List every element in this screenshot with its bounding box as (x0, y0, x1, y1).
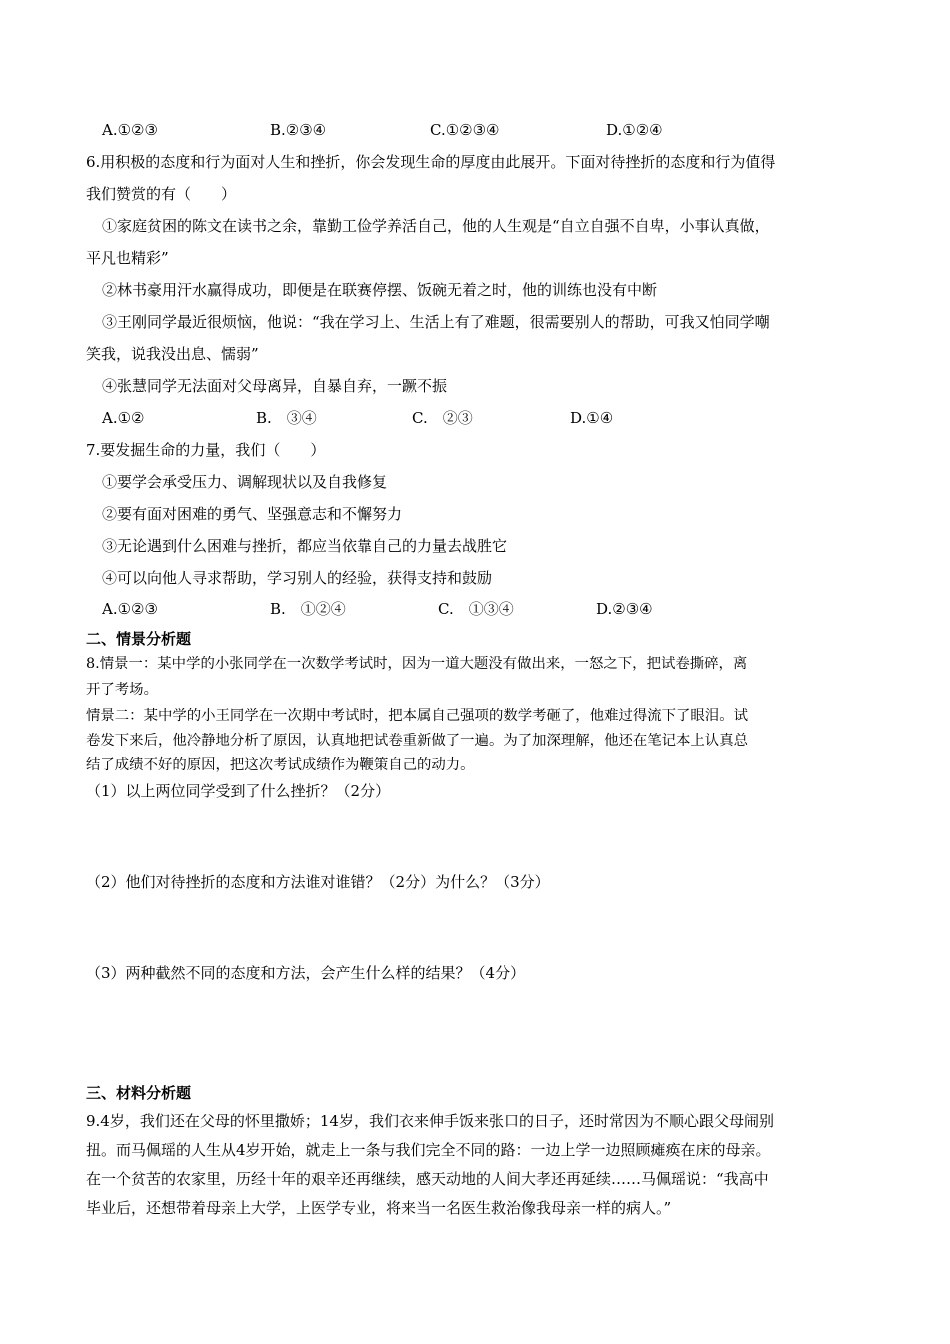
q6-item1-line1: ①家庭贫困的陈文在读书之余，靠勤工俭学养活自己，他的人生观是“自立自强不自卑，小事认真做， (102, 217, 770, 235)
q8-scene1-line2: 开了考场。 (86, 682, 158, 698)
q7-item2: ②要有面对困难的勇气、坚强意志和不懈努力 (102, 505, 403, 523)
q5-option-d: D.①②④ (606, 121, 663, 139)
q8-sub2: （2）他们对待挫折的态度和方法谁对谁错？（2分）为什么？（3分） (86, 873, 550, 891)
q7-item4: ④可以向他人寻求帮助，学习别人的经验，获得支持和鼓励 (102, 569, 493, 587)
q6-option-c: C. ②③ (412, 409, 473, 427)
q8-scene2-line3: 结了成绩不好的原因，把这次考试成绩作为鞭策自己的动力。 (86, 757, 475, 773)
q6-stem-line2: 我们赞赏的有（ ） (86, 185, 237, 203)
q6-item4: ④张慧同学无法面对父母离异，自暴自弃，一蹶不振 (102, 377, 448, 395)
section2-title: 二、情景分析题 (86, 630, 192, 648)
q9-line4: 毕业后，还想带着母亲上大学，上医学专业，将来当一名医生救治像我母亲一样的病人。” (86, 1199, 672, 1217)
q6-option-d: D.①④ (570, 409, 614, 427)
q6-item3-line2: 笑我，说我没出息、懦弱” (86, 345, 259, 363)
q7-option-c: C. ①③④ (438, 600, 514, 618)
q7-item3: ③无论遇到什么困难与挫折，都应当依靠自己的力量去战胜它 (102, 537, 508, 555)
q5-option-c: C.①②③④ (430, 121, 500, 139)
q8-sub1: （1）以上两位同学受到了什么挫折？（2分） (86, 782, 391, 800)
q6-item3-line1: ③王刚同学最近很烦恼，他说：“我在学习上、生活上有了难题，很需要别人的帮助，可我又怕同学嘲 (102, 313, 770, 331)
q6-item1-line2: 平凡也精彩” (86, 249, 169, 267)
q8-scene2-line2: 卷发下来后，他冷静地分析了原因，认真地把试卷重新做了一遍。为了加深理解，他还在笔记本上认真总 (86, 733, 748, 749)
q5-option-a: A.①②③ (102, 121, 158, 139)
q8-scene1-line1: 8.情景一：某中学的小张同学在一次数学考试时，因为一道大题没有做出来，一怒之下，把试卷撕碎，离 (86, 656, 748, 672)
q9-line1: 9.4岁，我们还在父母的怀里撒娇；14岁，我们衣来伸手饭来张口的日子，还时常因为不顺心跟父母闹别 (86, 1112, 774, 1130)
q7-option-a: A.①②③ (102, 600, 158, 618)
q7-stem: 7.要发掘生命的力量，我们（ ） (86, 441, 326, 459)
q6-option-b: B. ③④ (256, 409, 317, 427)
q6-option-a: A.①② (102, 409, 145, 427)
q9-line3: 在一个贫苦的农家里，历经十年的艰辛还再继续，感天动地的人间大孝还再延续……马佩瑶说：“我高中 (86, 1170, 769, 1188)
q9-line2: 扭。而马佩瑶的人生从4岁开始，就走上一条与我们完全不同的路：一边上学一边照顾瘫痪在床的母亲。 (86, 1141, 771, 1159)
q6-stem-line1: 6.用积极的态度和行为面对人生和挫折，你会发现生命的厚度由此展开。下面对待挫折的态度和行为值得 (86, 153, 776, 171)
section3-title: 三、材料分析题 (86, 1084, 192, 1102)
q6-item2: ②林书豪用汗水赢得成功，即便是在联赛停摆、饭碗无着之时，他的训练也没有中断 (102, 281, 658, 299)
q7-option-d: D.②③④ (596, 600, 653, 618)
q7-option-b: B. ①②④ (270, 600, 346, 618)
q8-sub3: （3）两种截然不同的态度和方法，会产生什么样的结果？（4分） (86, 964, 526, 982)
q8-scene2-line1: 情景二：某中学的小王同学在一次期中考试时，把本属自己强项的数学考砸了，他难过得流下了眼泪。试 (86, 708, 748, 724)
q5-option-b: B.②③④ (270, 121, 327, 139)
q7-item1: ①要学会承受压力、调解现状以及自我修复 (102, 473, 388, 491)
